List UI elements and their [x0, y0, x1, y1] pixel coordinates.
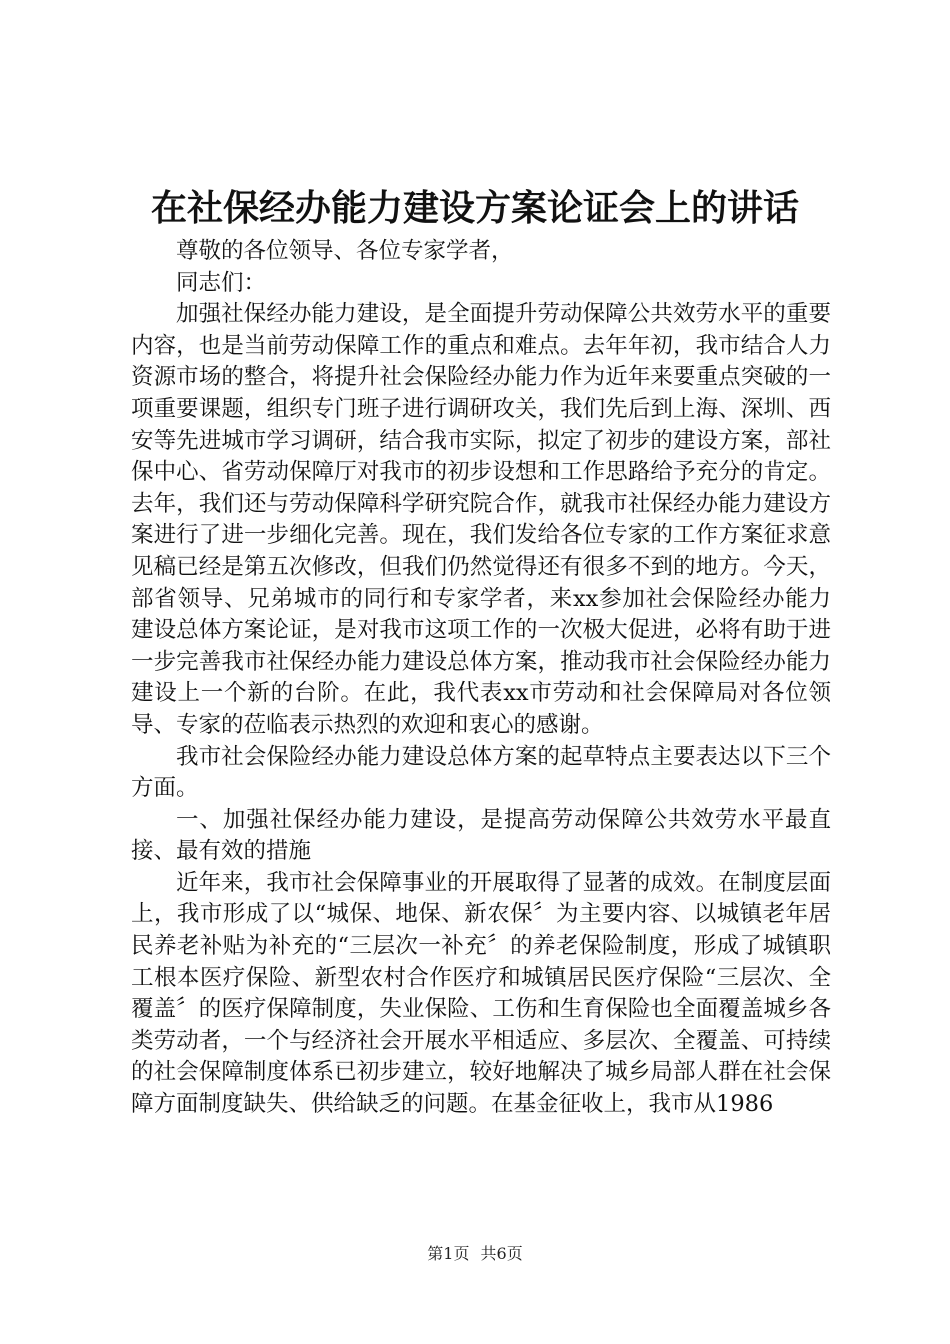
page-total: 共6页 — [480, 1244, 523, 1263]
salutation-line: 同志们： — [176, 269, 267, 296]
salutation-line: 尊敬的各位领导、各位专家学者， — [176, 238, 514, 264]
section-heading: 一、加强社保经办能力建设，是提高劳动保障公共效劳水平最直接、最有效的措施 — [131, 806, 831, 865]
body-paragraph: 加强社保经办能力建设，是全面提升劳动保障公共效劳水平的重要内容，也是当前劳动保障工作的重点和难点。去年年初，我市结合人力资源市场的整合，将提升社会保险经办能力作为近年来要重点突破的一项重要课题，组织专门班子进行调研攻关，我们先后到上海、深圳、西安等先进城市学习调研，结合我市实际，拟定了初步的建设方案，部社保中心、省劳动保障厅对我市的初步设想和工作思路给予充分的肯定。去年，我们还与劳动保障科学研究院合作，就我市社保经办能力建设方案进行了进一步细化完善。现在，我们发给各位专家的工作方案征求意见稿已经是第五次修改，但我们仍然觉得还有很多不到的地方。今天，部省领导、兄弟城市的同行和专家学者，来xx参加社会保险经办能力建设总体方案论证，是对我市这项工作的一次极大促进，必将有助于进一步完善我市社保经办能力建设总体方案，推动我市社会保险经办能力建设上一个新的台阶。在此，我代表xx市劳动和社会保障局对各位领导、专家的莅临表示热烈的欢迎和衷心的感谢。 — [131, 301, 831, 738]
page-footer — [0, 1243, 950, 1265]
document-body — [131, 236, 831, 1121]
body-paragraph: 近年来，我市社会保障事业的开展取得了显著的成效。在制度层面上，我市形成了以“城保、地保、新农保〞为主要内容、以城镇老年居民养老补贴为补充的“三层次一补充〞的养老保险制度，形成了城镇职工根本医疗保险、新型农村合作医疗和城镇居民医疗保险“三层次、全覆盖〞的医疗保障制度，失业保险、工伤和生育保险也全面覆盖城乡各类劳动者，一个与经济社会开展水平相适应、多层次、全覆盖、可持续的社会保障制度体系已初步建立，较好地解决了城乡局部人群在社会保障方面制度缺失、供给缺乏的问题。在基金征收上，我市从1986 — [131, 869, 831, 1118]
document-title: 在社保经办能力建设方案论证会上的讲话 — [150, 187, 799, 229]
body-paragraph: 我市社会保险经办能力建设总体方案的起草特点主要表达以下三个方面。 — [131, 743, 831, 802]
page-number: 第1页 — [427, 1244, 470, 1263]
